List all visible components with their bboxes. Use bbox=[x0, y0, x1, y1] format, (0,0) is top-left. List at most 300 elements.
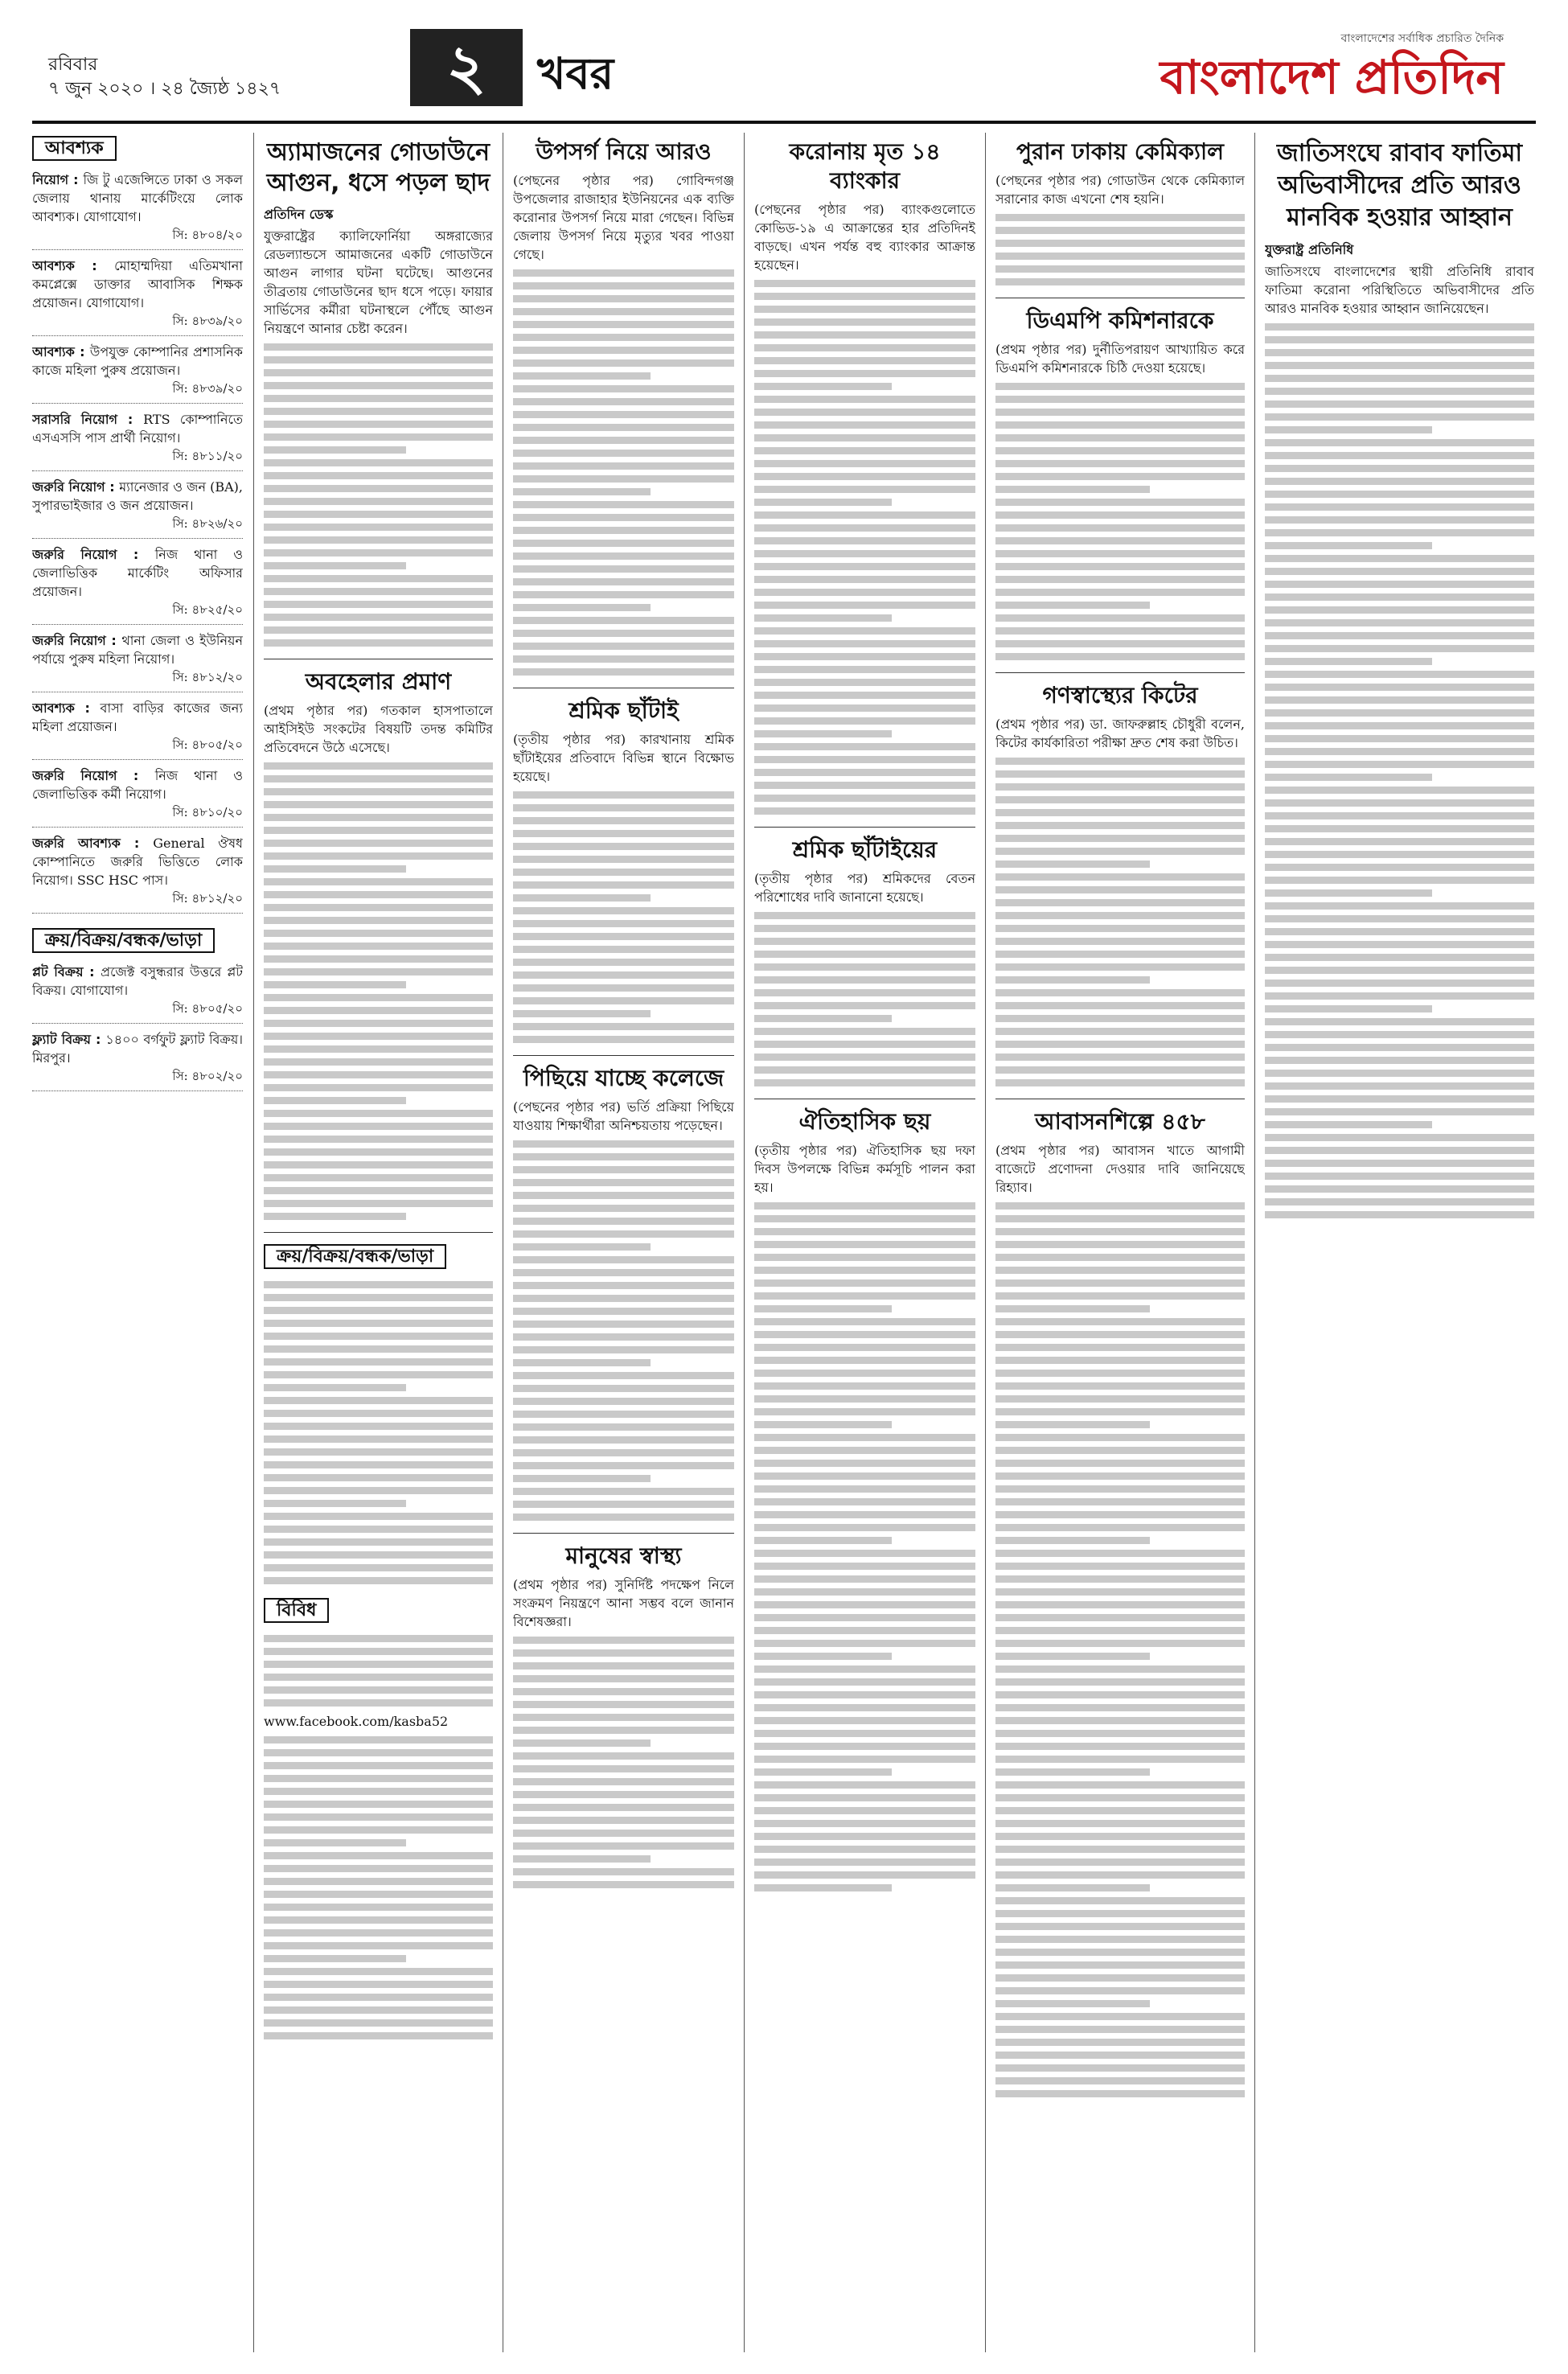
text-line-placeholder bbox=[995, 265, 1245, 273]
story-body-continued bbox=[264, 343, 493, 647]
text-line-placeholder bbox=[754, 1028, 975, 1035]
text-line-placeholder bbox=[754, 1460, 975, 1467]
text-line-placeholder bbox=[995, 2052, 1245, 2059]
text-line-placeholder bbox=[995, 1717, 1245, 1724]
story-body-continued bbox=[754, 1202, 975, 1891]
ad-label: ফ্ল্যাট বিক্রয় : bbox=[32, 1032, 106, 1047]
ad-ref: সি: ৪৮০৫/২০ bbox=[172, 737, 243, 752]
text-line-placeholder bbox=[264, 1648, 493, 1655]
text-line-placeholder bbox=[1265, 594, 1534, 601]
text-line-placeholder bbox=[1265, 915, 1534, 922]
text-line-placeholder bbox=[995, 1859, 1245, 1866]
text-line-placeholder bbox=[754, 602, 975, 609]
text-line-placeholder bbox=[995, 989, 1245, 996]
text-line-placeholder bbox=[995, 1974, 1245, 1982]
text-line-placeholder bbox=[513, 1256, 734, 1263]
text-line-placeholder bbox=[513, 1153, 734, 1160]
story-body-continued bbox=[513, 269, 734, 676]
text-line-placeholder bbox=[1265, 851, 1534, 858]
story-body: (প্রথম পৃষ্ঠার পর) সুনির্দিষ্ট পদক্ষেপ নিলে সংক্রমণ নিয়ন্ত্রণে আনা সম্ভব বলে জানান বিশেষজ্ঞরা। bbox=[513, 1577, 734, 1629]
text-line-placeholder bbox=[1265, 349, 1534, 356]
text-line-placeholder bbox=[754, 318, 975, 326]
text-line-placeholder bbox=[754, 447, 975, 454]
text-line-placeholder bbox=[995, 576, 1245, 583]
text-line-placeholder bbox=[513, 578, 734, 585]
story-headline: গণস্বাস্থ্যের কিটের bbox=[1042, 682, 1198, 709]
text-line-placeholder bbox=[995, 1254, 1245, 1261]
text-line-placeholder bbox=[513, 295, 734, 302]
text-line-placeholder bbox=[513, 1804, 734, 1811]
text-line-placeholder bbox=[1265, 336, 1534, 343]
ad-label: জরুরি আবশ্যক : bbox=[32, 836, 154, 851]
text-line-placeholder bbox=[754, 925, 975, 932]
text-line-placeholder bbox=[513, 1662, 734, 1670]
text-line-placeholder bbox=[754, 1781, 975, 1789]
ad-text: থানা জেলা ও ইউনিয়ন পর্যায়ে পুরুষ মহিলা নিয়োগ। bbox=[32, 633, 243, 667]
text-line-placeholder bbox=[754, 976, 975, 984]
story-body: (তৃতীয় পৃষ্ঠার পর) কারখানায় শ্রমিক ছাঁটাইয়ের প্রতিবাদে বিভিন্ন স্থানে বিক্ষোভ হয়েছে। bbox=[513, 732, 734, 784]
story-body: জাতিসংঘে বাংলাদেশের স্থায়ী প্রতিনিধি রাবাব ফাতিমা করোনা পরিস্থিতিতে অভিবাসীদের প্রতি আরও মানবিক হওয়ার আহ্বান জানিয়েছেন। bbox=[1265, 264, 1534, 316]
text-line-placeholder bbox=[754, 1279, 975, 1287]
text-line-placeholder bbox=[513, 1411, 734, 1418]
text-line-placeholder bbox=[1265, 1211, 1534, 1218]
text-line-placeholder bbox=[264, 1994, 493, 2001]
text-line-placeholder bbox=[1265, 877, 1534, 884]
text-line-placeholder bbox=[754, 1717, 975, 1724]
ad-ref: সি: ৪৮১০/২০ bbox=[172, 805, 243, 819]
text-line-placeholder bbox=[513, 1166, 734, 1173]
text-line-placeholder bbox=[1265, 516, 1534, 524]
text-line-placeholder bbox=[264, 446, 406, 454]
text-line-placeholder bbox=[264, 1148, 493, 1156]
text-line-placeholder bbox=[264, 1448, 493, 1456]
text-line-placeholder bbox=[754, 1704, 975, 1711]
text-line-placeholder bbox=[513, 514, 734, 521]
text-line-placeholder bbox=[1265, 1121, 1432, 1128]
text-line-placeholder bbox=[1265, 812, 1534, 819]
text-line-placeholder bbox=[754, 486, 975, 493]
text-line-placeholder bbox=[513, 959, 734, 966]
text-line-placeholder bbox=[264, 1045, 493, 1053]
text-line-placeholder bbox=[513, 1308, 734, 1315]
text-line-placeholder bbox=[754, 795, 975, 802]
text-line-placeholder bbox=[754, 1871, 975, 1879]
text-line-placeholder bbox=[995, 1768, 1150, 1776]
text-line-placeholder bbox=[264, 1904, 493, 1911]
text-line-placeholder bbox=[995, 1884, 1150, 1891]
text-line-placeholder bbox=[995, 278, 1245, 285]
text-line-placeholder bbox=[264, 1461, 493, 1468]
text-line-placeholder bbox=[513, 920, 734, 927]
text-line-placeholder bbox=[513, 1791, 734, 1798]
text-line-placeholder bbox=[995, 2090, 1245, 2097]
text-line-placeholder bbox=[995, 447, 1245, 454]
text-line-placeholder bbox=[264, 433, 493, 441]
story-headline: ডিএমপি কমিশনারকে bbox=[1026, 307, 1214, 334]
text-line-placeholder bbox=[264, 1384, 406, 1391]
text-line-placeholder bbox=[1265, 568, 1534, 575]
column-5 bbox=[995, 133, 1245, 2352]
text-line-placeholder bbox=[513, 1346, 734, 1353]
text-line-placeholder bbox=[754, 1421, 892, 1428]
text-line-placeholder bbox=[513, 1179, 734, 1186]
text-line-placeholder bbox=[264, 1110, 493, 1117]
text-line-placeholder bbox=[264, 1423, 493, 1430]
ad-text: উপযুক্ত কোম্পানির প্রশাসনিক কাজে মহিলা পুরুষ প্রয়োজন। bbox=[32, 344, 243, 378]
text-line-placeholder bbox=[995, 1331, 1245, 1338]
text-line-placeholder bbox=[264, 955, 493, 963]
text-line-placeholder bbox=[995, 1370, 1245, 1377]
text-line-placeholder bbox=[995, 473, 1245, 480]
text-line-placeholder bbox=[995, 499, 1245, 506]
text-line-placeholder bbox=[513, 1830, 734, 1837]
text-line-placeholder bbox=[264, 1320, 493, 1327]
text-line-placeholder bbox=[1265, 413, 1534, 421]
text-line-placeholder bbox=[1265, 671, 1534, 678]
text-line-placeholder bbox=[264, 1981, 493, 1988]
story-headline: শ্রমিক ছাঁটাইয়ের bbox=[792, 836, 938, 863]
ad-ref: সি: ৪৮০৪/২০ bbox=[172, 228, 243, 242]
text-line-placeholder bbox=[754, 1730, 975, 1737]
text-line-placeholder bbox=[995, 1833, 1245, 1840]
story-body-continued bbox=[754, 912, 975, 1086]
text-line-placeholder bbox=[264, 1136, 493, 1143]
text-line-placeholder bbox=[995, 1015, 1245, 1022]
text-line-placeholder bbox=[1265, 967, 1534, 974]
text-line-placeholder bbox=[264, 588, 493, 595]
text-line-placeholder bbox=[513, 1675, 734, 1682]
text-line-placeholder bbox=[264, 1635, 493, 1642]
text-line-placeholder bbox=[264, 1187, 493, 1194]
text-line-placeholder bbox=[513, 1727, 734, 1734]
text-line-placeholder bbox=[1265, 1134, 1534, 1141]
text-line-placeholder bbox=[264, 1749, 493, 1756]
text-line-placeholder bbox=[1265, 761, 1534, 768]
text-line-placeholder bbox=[754, 730, 892, 737]
text-line-placeholder bbox=[995, 1279, 1245, 1287]
text-line-placeholder bbox=[264, 930, 493, 937]
text-line-placeholder bbox=[513, 1218, 734, 1225]
text-line-placeholder bbox=[513, 817, 734, 824]
text-line-placeholder bbox=[1265, 864, 1534, 871]
text-line-placeholder bbox=[513, 1514, 734, 1521]
text-line-placeholder bbox=[1265, 645, 1534, 652]
text-line-placeholder bbox=[513, 1036, 734, 1043]
text-line-placeholder bbox=[995, 1202, 1245, 1210]
text-line-placeholder bbox=[1265, 375, 1534, 382]
text-line-placeholder bbox=[995, 1820, 1245, 1827]
text-line-placeholder bbox=[264, 1955, 406, 1962]
text-line-placeholder bbox=[264, 891, 493, 898]
text-line-placeholder bbox=[264, 614, 493, 621]
text-line-placeholder bbox=[1265, 491, 1534, 498]
text-line-placeholder bbox=[995, 1550, 1245, 1557]
text-line-placeholder bbox=[513, 1243, 651, 1251]
text-line-placeholder bbox=[1265, 980, 1534, 987]
text-line-placeholder bbox=[264, 762, 493, 770]
story-worker-layoff bbox=[513, 696, 734, 1056]
text-line-placeholder bbox=[1265, 889, 1432, 897]
text-line-placeholder bbox=[754, 1627, 975, 1634]
text-line-placeholder bbox=[513, 894, 651, 902]
story-symptoms bbox=[513, 138, 734, 688]
text-line-placeholder bbox=[264, 1686, 493, 1694]
text-line-placeholder bbox=[513, 1269, 734, 1276]
text-line-placeholder bbox=[264, 472, 493, 479]
text-line-placeholder bbox=[264, 1058, 493, 1066]
text-line-placeholder bbox=[995, 460, 1245, 467]
text-line-placeholder bbox=[1265, 1185, 1534, 1193]
text-line-placeholder bbox=[513, 617, 734, 624]
text-line-placeholder bbox=[513, 984, 734, 992]
text-line-placeholder bbox=[264, 1826, 493, 1834]
text-line-placeholder bbox=[754, 1331, 975, 1338]
text-line-placeholder bbox=[1265, 1018, 1534, 1025]
text-line-placeholder bbox=[264, 408, 493, 415]
ad-text: বাসা বাড়ির কাজের জন্য মহিলা প্রয়োজন। bbox=[32, 700, 243, 734]
text-line-placeholder bbox=[754, 1820, 975, 1827]
text-line-placeholder bbox=[754, 1678, 975, 1686]
text-line-placeholder bbox=[264, 1968, 493, 1975]
text-line-placeholder bbox=[513, 347, 734, 354]
text-line-placeholder bbox=[264, 968, 493, 975]
text-line-placeholder bbox=[754, 1215, 975, 1222]
text-line-placeholder bbox=[754, 1833, 975, 1840]
text-line-placeholder bbox=[995, 1614, 1245, 1621]
text-line-placeholder bbox=[995, 1305, 1150, 1312]
text-line-placeholder bbox=[1265, 1057, 1534, 1064]
story-body: যুক্তরাষ্ট্রের ক্যালিফোর্নিয়া অঙ্গরাজ্যের রেডল্যান্ডসে আমাজনের একটি গোডাউনে আগুন লাগার ঘটনা ঘটেছে। আগুনের তীব্রতায় গোডাউনের ছাদ ধসে পড়ে। ফায়ার সার্ভিসের কর্মীরা ঘটনাস্থলে পৌঁছে আগুন নিয়ন্ত্রণে আনার চেষ্টা করেন। bbox=[264, 228, 493, 336]
text-line-placeholder bbox=[1265, 632, 1534, 639]
text-line-placeholder bbox=[264, 1020, 493, 1027]
text-line-placeholder bbox=[995, 1627, 1245, 1634]
text-line-placeholder bbox=[754, 1015, 892, 1022]
text-line-placeholder bbox=[264, 562, 406, 569]
text-line-placeholder bbox=[754, 1859, 975, 1866]
text-line-placeholder bbox=[264, 639, 493, 647]
text-line-placeholder bbox=[995, 886, 1245, 893]
text-line-placeholder bbox=[995, 1292, 1245, 1300]
text-line-placeholder bbox=[1265, 606, 1534, 614]
text-line-placeholder bbox=[513, 488, 651, 495]
text-line-placeholder bbox=[264, 1161, 493, 1169]
ad-ref: সি: ৪৮১২/২০ bbox=[172, 670, 243, 684]
text-line-placeholder bbox=[264, 1084, 493, 1091]
text-line-placeholder bbox=[754, 1511, 975, 1518]
ad-ref: সি: ৪৮৩৯/২০ bbox=[172, 314, 243, 328]
text-line-placeholder bbox=[264, 1500, 406, 1507]
text-line-placeholder bbox=[264, 775, 493, 782]
misc-heading: বিবিধ bbox=[264, 1598, 329, 1623]
text-line-placeholder bbox=[995, 589, 1245, 596]
text-line-placeholder bbox=[1265, 825, 1534, 832]
text-line-placeholder bbox=[513, 643, 734, 650]
text-line-placeholder bbox=[995, 758, 1245, 765]
story-un-migrants bbox=[1265, 138, 1534, 1230]
text-line-placeholder bbox=[995, 1961, 1245, 1969]
text-line-placeholder bbox=[513, 372, 651, 380]
text-line-placeholder bbox=[513, 552, 734, 560]
text-line-placeholder bbox=[754, 589, 975, 596]
text-line-placeholder bbox=[513, 1752, 734, 1760]
text-line-placeholder bbox=[995, 550, 1245, 557]
text-line-placeholder bbox=[995, 951, 1245, 958]
story-dmp bbox=[995, 306, 1245, 673]
text-line-placeholder bbox=[264, 1564, 493, 1571]
classified-ad bbox=[32, 763, 243, 828]
text-line-placeholder bbox=[754, 473, 975, 480]
facebook-link[interactable]: www.facebook.com/kasba52 bbox=[264, 1714, 449, 1729]
text-line-placeholder bbox=[995, 796, 1245, 803]
text-line-placeholder bbox=[264, 1033, 493, 1040]
text-line-placeholder bbox=[264, 1097, 406, 1104]
text-line-placeholder bbox=[1265, 581, 1534, 588]
text-line-placeholder bbox=[513, 604, 651, 611]
text-line-placeholder bbox=[264, 1788, 493, 1795]
story-byline: যুক্তরাষ্ট্র প্রতিনিধি bbox=[1265, 242, 1354, 257]
text-line-placeholder bbox=[995, 1743, 1245, 1750]
text-line-placeholder bbox=[1265, 1082, 1534, 1090]
text-line-placeholder bbox=[264, 1674, 493, 1681]
text-line-placeholder bbox=[995, 511, 1245, 519]
text-line-placeholder bbox=[995, 1756, 1245, 1763]
ad-ref: সি: ৪৮০২/২০ bbox=[172, 1069, 243, 1083]
text-line-placeholder bbox=[754, 782, 975, 789]
text-line-placeholder bbox=[513, 843, 734, 850]
text-line-placeholder bbox=[754, 653, 975, 660]
text-line-placeholder bbox=[995, 653, 1245, 660]
story-health bbox=[513, 1542, 734, 1900]
text-line-placeholder bbox=[1265, 941, 1534, 948]
text-line-placeholder bbox=[754, 1395, 975, 1403]
text-line-placeholder bbox=[995, 783, 1245, 791]
text-line-placeholder bbox=[264, 1916, 493, 1924]
text-line-placeholder bbox=[264, 549, 493, 557]
text-line-placeholder bbox=[995, 809, 1245, 816]
text-line-placeholder bbox=[754, 563, 975, 570]
classified-ad bbox=[32, 339, 243, 404]
text-line-placeholder bbox=[513, 856, 734, 863]
ad-ref: সি: ৪৮০৫/২০ bbox=[172, 1001, 243, 1016]
text-line-placeholder bbox=[995, 1563, 1245, 1570]
text-line-placeholder bbox=[754, 1472, 975, 1480]
text-line-placeholder bbox=[513, 1205, 734, 1212]
text-line-placeholder bbox=[264, 1007, 493, 1014]
text-line-placeholder bbox=[995, 1382, 1245, 1390]
header-date: ৭ জুন ২০২০ । ২৪ জ্যৈষ্ঠ ১৪২৭ bbox=[48, 79, 281, 99]
text-line-placeholder bbox=[995, 1472, 1245, 1480]
text-line-placeholder bbox=[513, 282, 734, 290]
header-rule bbox=[32, 121, 1536, 124]
text-line-placeholder bbox=[995, 2013, 1245, 2020]
text-line-placeholder bbox=[513, 1855, 651, 1863]
logo-name: বাংলাদেশ প্রতিদিন bbox=[1160, 50, 1504, 105]
text-line-placeholder bbox=[264, 382, 493, 389]
text-line-placeholder bbox=[513, 527, 734, 534]
story-body-continued bbox=[513, 791, 734, 1043]
text-line-placeholder bbox=[264, 356, 493, 363]
text-line-placeholder bbox=[754, 1846, 975, 1853]
text-line-placeholder bbox=[995, 2000, 1150, 2007]
text-line-placeholder bbox=[513, 1192, 734, 1199]
text-line-placeholder bbox=[264, 801, 493, 808]
text-line-placeholder bbox=[513, 269, 734, 277]
text-line-placeholder bbox=[754, 1524, 975, 1531]
text-line-placeholder bbox=[264, 575, 493, 582]
ad-label: জরুরি নিয়োগ : bbox=[32, 633, 122, 648]
text-line-placeholder bbox=[754, 1079, 975, 1086]
text-line-placeholder bbox=[1265, 658, 1432, 665]
text-line-placeholder bbox=[995, 434, 1245, 442]
header-day: রবিবার bbox=[48, 55, 98, 75]
story-body-continued bbox=[995, 383, 1245, 660]
text-line-placeholder bbox=[513, 1842, 734, 1850]
text-line-placeholder bbox=[754, 1575, 975, 1583]
story-body: (প্রথম পৃষ্ঠার পর) দুর্নীতিপরায়ণ আখ্যায়িত করে ডিএমপি কমিশনারকে চিঠি দেওয়া হয়েছে। bbox=[995, 342, 1245, 376]
text-line-placeholder bbox=[995, 2039, 1245, 2046]
text-line-placeholder bbox=[754, 1498, 975, 1505]
text-line-placeholder bbox=[513, 1475, 651, 1482]
ad-ref: সি: ৪৮২৬/২০ bbox=[172, 516, 243, 531]
text-line-placeholder bbox=[513, 359, 734, 367]
text-line-placeholder bbox=[754, 963, 975, 971]
text-line-placeholder bbox=[1265, 619, 1534, 626]
text-line-placeholder bbox=[513, 1436, 734, 1444]
header-date-block bbox=[48, 53, 281, 101]
text-line-placeholder bbox=[264, 459, 493, 466]
text-line-placeholder bbox=[995, 1241, 1245, 1248]
text-line-placeholder bbox=[1265, 709, 1534, 717]
story-headline: অ্যামাজনের গোডাউনে আগুন, ধসে পড়ল ছাদ bbox=[266, 138, 491, 197]
story-body-continued bbox=[995, 1202, 1245, 2097]
text-line-placeholder bbox=[264, 511, 493, 518]
ad-label: আবশ্যক : bbox=[32, 700, 101, 716]
text-line-placeholder bbox=[995, 1897, 1245, 1904]
story-body-continued bbox=[513, 1140, 734, 1521]
text-line-placeholder bbox=[754, 614, 892, 622]
text-line-placeholder bbox=[995, 2064, 1245, 2072]
text-line-placeholder bbox=[264, 1345, 493, 1353]
story-headline: জাতিসংঘে রাবাব ফাতিমা অভিবাসীদের প্রতি আরও মানবিক হওয়ার আহ্বান bbox=[1276, 139, 1523, 232]
text-line-placeholder bbox=[264, 536, 493, 544]
text-line-placeholder bbox=[513, 655, 734, 663]
ad-text: নিজ থানা ও জেলাভিত্তিক কর্মী নিয়োগ। bbox=[32, 768, 243, 802]
text-line-placeholder bbox=[1265, 684, 1534, 691]
text-line-placeholder bbox=[995, 1537, 1150, 1544]
text-line-placeholder bbox=[995, 409, 1245, 416]
text-line-placeholder bbox=[513, 334, 734, 341]
text-line-placeholder bbox=[995, 486, 1150, 493]
text-line-placeholder bbox=[754, 1884, 892, 1891]
text-line-placeholder bbox=[513, 591, 734, 598]
text-line-placeholder bbox=[754, 1537, 892, 1544]
text-line-placeholder bbox=[264, 1775, 493, 1782]
text-line-placeholder bbox=[754, 306, 975, 313]
classified-ad bbox=[32, 831, 243, 914]
text-line-placeholder bbox=[513, 1372, 734, 1379]
text-line-placeholder bbox=[264, 1813, 493, 1821]
sale-list bbox=[32, 959, 243, 1091]
text-line-placeholder bbox=[995, 1079, 1245, 1086]
text-line-placeholder bbox=[995, 1434, 1245, 1441]
text-line-placeholder bbox=[264, 1281, 493, 1288]
story-six-point bbox=[754, 1107, 975, 1904]
text-line-placeholder bbox=[754, 524, 975, 532]
text-line-placeholder bbox=[513, 630, 734, 637]
text-line-placeholder bbox=[264, 1852, 493, 1859]
text-line-placeholder bbox=[754, 1756, 975, 1763]
text-line-placeholder bbox=[754, 1370, 975, 1377]
